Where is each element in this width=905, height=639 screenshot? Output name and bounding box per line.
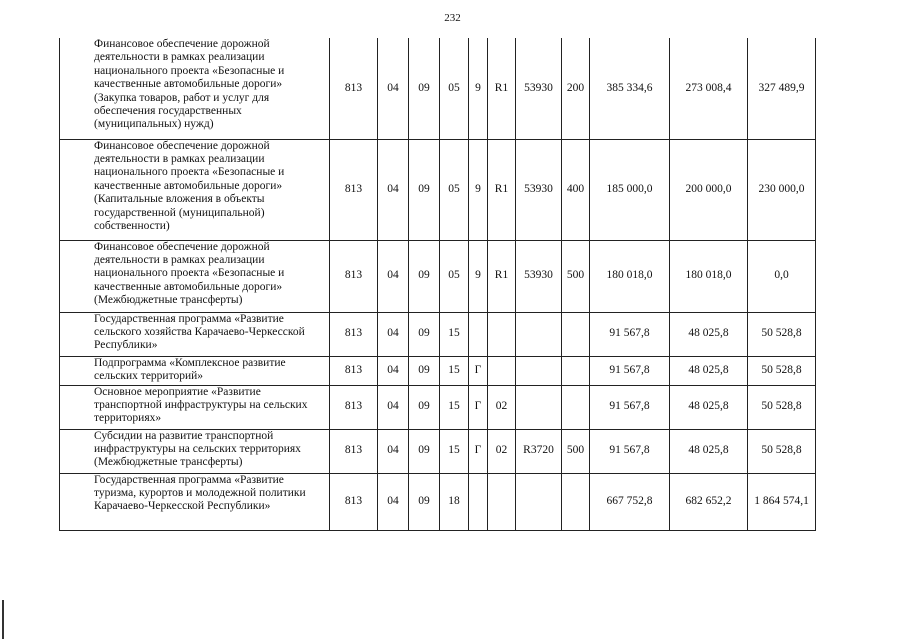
amount-year-2: 200 000,0 <box>670 139 748 240</box>
table-body <box>60 38 816 530</box>
expense-type-code <box>562 312 590 356</box>
subprogram-code: Г <box>469 385 488 429</box>
amount-year-3: 50 528,8 <box>748 429 816 473</box>
section-code: 04 <box>378 312 409 356</box>
program-code: 15 <box>440 385 469 429</box>
section-code: 04 <box>378 139 409 240</box>
row-name: Финансовое обеспечение дорожной деятельности в рамках реализации национального проекта «Безопасные и качественные автомобильные дороги» (Капитальные вложения в объекты государственной (муниципальной) собственности) <box>60 139 330 240</box>
direction-code: 53930 <box>516 38 562 139</box>
subsection-code: 09 <box>409 240 440 312</box>
amount-year-1: 91 567,8 <box>590 356 670 385</box>
section-code: 04 <box>378 473 409 530</box>
table-row <box>60 139 816 240</box>
amount-year-2: 682 652,2 <box>670 473 748 530</box>
row-name: Финансовое обеспечение дорожной деятельности в рамках реализации национального проекта «Безопасные и качественные автомобильные дороги» (Межбюджетные трансферты) <box>60 240 330 312</box>
subprogram-code <box>469 312 488 356</box>
program-code: 05 <box>440 240 469 312</box>
table-row <box>60 38 816 139</box>
event-code <box>488 473 516 530</box>
table-row <box>60 240 816 312</box>
subsection-code: 09 <box>409 38 440 139</box>
row-name: Финансовое обеспечение дорожной деятельности в рамках реализации национального проекта «Безопасные и качественные автомобильные дороги» (Закупка товаров, работ и услуг для обеспечения государственных (муниципальных) нужд) <box>60 38 330 139</box>
ministry-code: 813 <box>330 356 378 385</box>
subprogram-code: 9 <box>469 240 488 312</box>
program-code: 18 <box>440 473 469 530</box>
amount-year-1: 91 567,8 <box>590 429 670 473</box>
amount-year-3: 50 528,8 <box>748 385 816 429</box>
row-name: Государственная программа «Развитие туризма, курортов и молодежной политики Карачаево-Черкесской Республики» <box>60 473 330 530</box>
section-code: 04 <box>378 385 409 429</box>
amount-year-2: 180 018,0 <box>670 240 748 312</box>
expense-type-code: 200 <box>562 38 590 139</box>
direction-code <box>516 312 562 356</box>
event-code: 02 <box>488 429 516 473</box>
amount-year-1: 185 000,0 <box>590 139 670 240</box>
subprogram-code: 9 <box>469 139 488 240</box>
expense-type-code: 500 <box>562 240 590 312</box>
subprogram-code: 9 <box>469 38 488 139</box>
subprogram-code: Г <box>469 429 488 473</box>
ministry-code: 813 <box>330 139 378 240</box>
subsection-code: 09 <box>409 139 440 240</box>
event-code <box>488 312 516 356</box>
event-code: 02 <box>488 385 516 429</box>
direction-code <box>516 473 562 530</box>
amount-year-2: 48 025,8 <box>670 385 748 429</box>
event-code: R1 <box>488 139 516 240</box>
amount-year-3: 327 489,9 <box>748 38 816 139</box>
row-name: Субсидии на развитие транспортной инфраструктуры на сельских территориях (Межбюджетные трансферты) <box>60 429 330 473</box>
table-row <box>60 385 816 429</box>
ministry-code: 813 <box>330 38 378 139</box>
program-code: 05 <box>440 38 469 139</box>
direction-code <box>516 385 562 429</box>
direction-code: R3720 <box>516 429 562 473</box>
subsection-code: 09 <box>409 312 440 356</box>
table-row <box>60 312 816 356</box>
ministry-code: 813 <box>330 473 378 530</box>
amount-year-1: 91 567,8 <box>590 385 670 429</box>
budget-table <box>59 38 816 531</box>
direction-code: 53930 <box>516 139 562 240</box>
amount-year-2: 48 025,8 <box>670 429 748 473</box>
section-code: 04 <box>378 429 409 473</box>
event-code <box>488 356 516 385</box>
scan-edge-mark <box>2 600 4 639</box>
program-code: 15 <box>440 312 469 356</box>
amount-year-3: 50 528,8 <box>748 356 816 385</box>
section-code: 04 <box>378 356 409 385</box>
program-code: 15 <box>440 429 469 473</box>
amount-year-2: 48 025,8 <box>670 356 748 385</box>
row-name: Подпрограмма «Комплексное развитие сельских территорий» <box>60 356 330 385</box>
program-code: 05 <box>440 139 469 240</box>
subsection-code: 09 <box>409 473 440 530</box>
row-name: Государственная программа «Развитие сельского хозяйства Карачаево-Черкесской Республики» <box>60 312 330 356</box>
amount-year-1: 667 752,8 <box>590 473 670 530</box>
ministry-code: 813 <box>330 385 378 429</box>
table-row <box>60 473 816 530</box>
amount-year-1: 180 018,0 <box>590 240 670 312</box>
ministry-code: 813 <box>330 312 378 356</box>
expense-type-code: 400 <box>562 139 590 240</box>
program-code: 15 <box>440 356 469 385</box>
direction-code: 53930 <box>516 240 562 312</box>
expense-type-code <box>562 356 590 385</box>
direction-code <box>516 356 562 385</box>
amount-year-3: 0,0 <box>748 240 816 312</box>
amount-year-1: 91 567,8 <box>590 312 670 356</box>
amount-year-2: 48 025,8 <box>670 312 748 356</box>
amount-year-1: 385 334,6 <box>590 38 670 139</box>
section-code: 04 <box>378 240 409 312</box>
subsection-code: 09 <box>409 429 440 473</box>
amount-year-3: 1 864 574,1 <box>748 473 816 530</box>
expense-type-code: 500 <box>562 429 590 473</box>
amount-year-2: 273 008,4 <box>670 38 748 139</box>
expense-type-code <box>562 473 590 530</box>
row-name: Основное мероприятие «Развитие транспортной инфраструктуры на сельских территориях» <box>60 385 330 429</box>
page-number: 232 <box>444 12 461 24</box>
subsection-code: 09 <box>409 385 440 429</box>
event-code: R1 <box>488 240 516 312</box>
event-code: R1 <box>488 38 516 139</box>
table-row <box>60 356 816 385</box>
expense-type-code <box>562 385 590 429</box>
subsection-code: 09 <box>409 356 440 385</box>
subprogram-code <box>469 473 488 530</box>
subprogram-code: Г <box>469 356 488 385</box>
amount-year-3: 230 000,0 <box>748 139 816 240</box>
amount-year-3: 50 528,8 <box>748 312 816 356</box>
ministry-code: 813 <box>330 429 378 473</box>
table-row <box>60 429 816 473</box>
ministry-code: 813 <box>330 240 378 312</box>
section-code: 04 <box>378 38 409 139</box>
